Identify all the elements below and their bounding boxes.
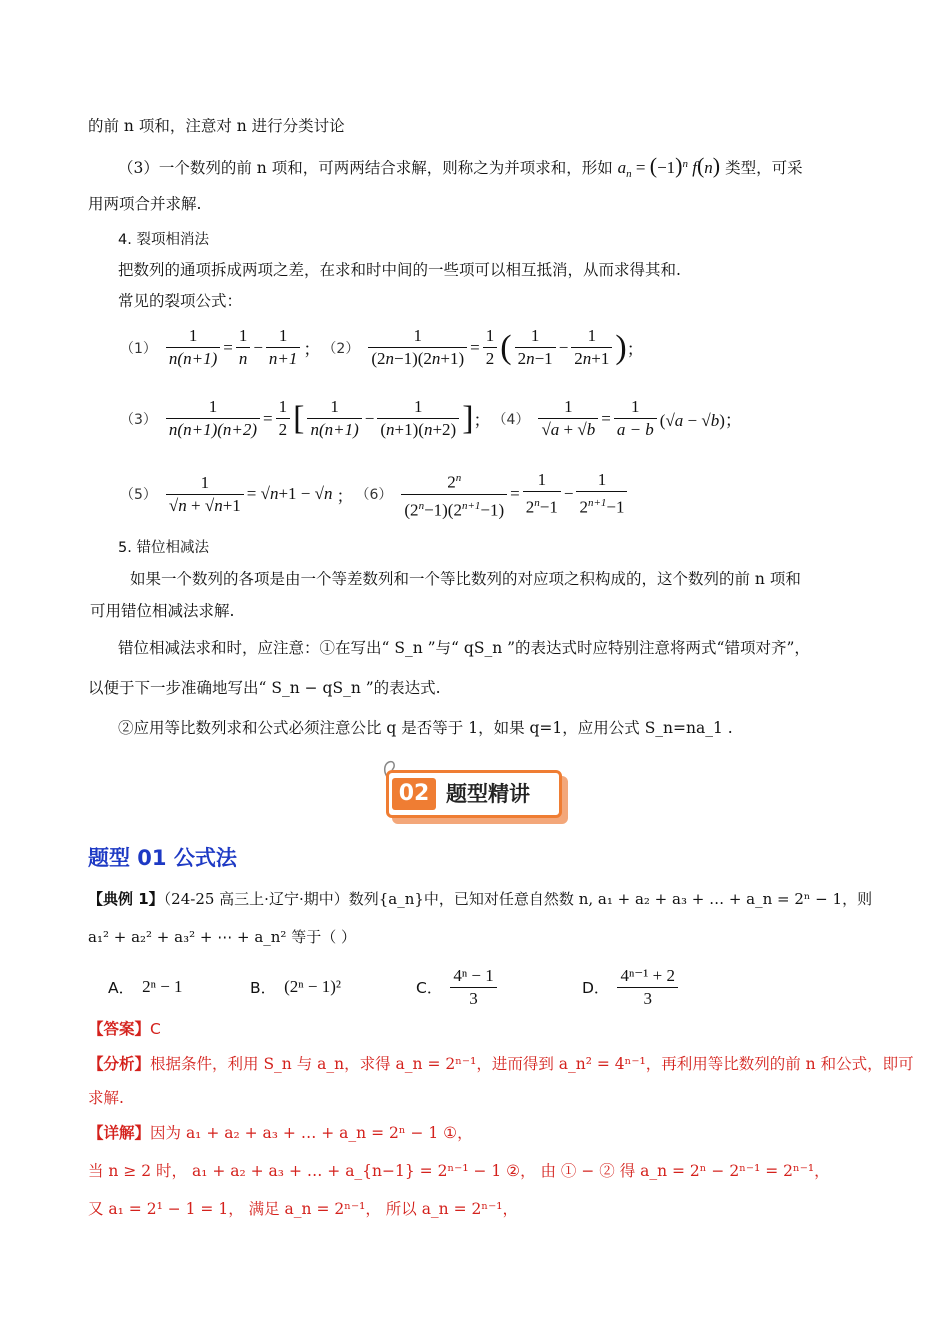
frac-1c: $\frac{1}{n+1}$ <box>266 325 300 370</box>
formula-row-2: （3） $\frac{1}{n(n+1)(n+2)}$ = $\frac{1}{2}$ [ $\frac{1}{n(n+1)}$ − $\frac{1}{(n+1)(n+2)}$ ] ； （4） $\frac{1}{√a + √b}$ = $\frac{1}{a - b}$ (√a − √b)； <box>120 397 742 439</box>
badge-title: 题型精讲 <box>446 782 530 806</box>
frac-3b: $\frac{1}{2}$ <box>276 396 291 441</box>
sec4-common: 常见的裂项公式： <box>118 292 243 310</box>
answer-value: C <box>150 1020 161 1038</box>
frac-6a: $\frac{2^n}{(2^n-1)(2^{n+1}-1)}$ <box>401 467 507 521</box>
option-d[interactable]: D． $\frac{\text{4ⁿ⁻¹ + 2}}{3}$ <box>582 965 681 1009</box>
frac-5a: $\frac{1}{√n + √n+1}$ <box>166 472 244 517</box>
sec4-heading: 4. 裂项相消法 <box>118 232 209 248</box>
frac-2a: $\frac{1}{(2n-1)(2n+1)}$ <box>368 325 467 370</box>
sec5-p2a: 错位相减法求和时，应注意：①在写出“ S_n ”与“ qS_n ”的表达式时应特别注意将两式“错项对齐”， <box>118 639 810 657</box>
formula-label-3: （3） <box>120 411 157 428</box>
option-b[interactable]: B． (2ⁿ − 1)² <box>250 977 342 997</box>
formula-label-2: （2） <box>322 340 360 357</box>
section-badge <box>386 770 568 824</box>
example1-stem-b: a₁² + a₂² + a₃² + ⋯ + a_n² 等于（ ） <box>88 928 356 946</box>
detail-line-2: 当 n ≥ 2 时， a₁ + a₂ + a₃ + … + a_{n−1} = 2ⁿ⁻¹ − 1 ②， 由 ① − ② 得 a_n = 2ⁿ − 2ⁿ⁻¹ = 2ⁿ⁻¹， <box>88 1162 830 1180</box>
answer-line: 【答案】C <box>88 1020 161 1038</box>
intro-p3-line2 <box>88 193 870 215</box>
frac-3a: $\frac{1}{n(n+1)(n+2)}$ <box>166 396 260 441</box>
analysis-line-1: 【分析】根据条件，利用 S_n 与 a_n，求得 a_n = 2ⁿ⁻¹，进而得到 a_n² = 4ⁿ⁻¹，再利用等比数列的前 n 和公式，即可 <box>88 1055 914 1073</box>
frac-1a: $\frac{1}{n(n+1)}$ <box>166 325 220 370</box>
frac-3c: $\frac{1}{n(n+1)}$ <box>307 396 361 441</box>
intro-text: 的前 n 项和，注意对 n 进行分类讨论 <box>88 117 345 135</box>
frac-1b: $\frac{1}{n}$ <box>236 325 251 370</box>
frac-6b: $\frac{1}{2^n-1}$ <box>523 469 561 519</box>
detail-line-3: 又 a₁ = 2¹ − 1 = 1， 满足 a_n = 2ⁿ⁻¹， 所以 a_n = 2ⁿ⁻¹， <box>88 1200 518 1218</box>
badge-number: 02 <box>392 778 436 810</box>
frac-4b: $\frac{1}{a - b}$ <box>614 396 657 441</box>
formula-label-6: （6） <box>355 487 393 504</box>
example1-stem-a: 【典例 1】（24-25 高三上·辽宁·期中）数列{a_n}中，已知对任意自然数 n, a₁ + a₂ + a₃ + … + a_n = 2ⁿ − 1，则 <box>88 890 873 908</box>
options-row <box>108 965 808 1009</box>
sec4-desc: 把数列的通项拆成两项之差，在求和时中间的一些项可以相互抵消，从而求得其和. <box>118 261 681 279</box>
sec5-p1: 如果一个数列的各项是由一个等差数列和一个等比数列的对应项之积构成的，这个数列的前 n 项和 <box>130 570 801 588</box>
frac-2b: $\frac{1}{2}$ <box>483 325 498 370</box>
type01-heading: 题型 01 公式法 <box>88 846 237 870</box>
frac-4a: $\frac{1}{√a + √b}$ <box>538 396 598 441</box>
formula-label-4: （4） <box>492 411 530 428</box>
sec5-p1b: 可用错位相减法求解. <box>90 602 235 620</box>
formula-row-3: （5） $\frac{1}{√n + √n+1}$ = √n+1 − √n ； （6） $\frac{2^n}{(2^n-1)(2^{n+1}-1)}$ = $\frac{1}{2^n-1}$ − $\frac{1}{2^{n+1}-1}$ <box>120 467 630 521</box>
intro-p3 <box>118 153 890 185</box>
p3-formula: $a_n = (-1)^n$ f(n) <box>617 153 721 181</box>
frac-2d: $\frac{1}{2n+1}$ <box>571 325 612 370</box>
p3-prefix: （3）一个数列的前 n 项和，可两两结合求解，则称之为并项求和，形如 <box>118 159 613 178</box>
formula-label-5: （5） <box>120 487 157 504</box>
intro-line-1 <box>88 115 870 137</box>
formula-row-1: （1） $\frac{1}{n(n+1)}$ = $\frac{1}{n}$ − $\frac{1}{n+1}$ ； （2） $\frac{1}{(2n-1)(2n+1)}$ = $\frac{1}{2}$ ( $\frac{1}{2n-1}$ − $\frac{1}{2n+1}$ ) ； <box>120 326 644 368</box>
sec5-heading: 5. 错位相减法 <box>118 540 209 556</box>
p3-line2-text: 用两项合并求解. <box>88 195 202 213</box>
frac-2c: $\frac{1}{2n-1}$ <box>515 325 556 370</box>
p3-suffix: 类型，可采 <box>725 159 803 178</box>
sec5-p3: ②应用等比数列求和公式必须注意公比 q 是否等于 1，如果 q=1，应用公式 S_n=na_1 . <box>118 719 733 737</box>
frac-6c: $\frac{1}{2^{n+1}-1}$ <box>576 469 627 519</box>
option-c[interactable]: C． $\frac{\text{4ⁿ − 1}}{3}$ <box>416 965 500 1009</box>
option-a[interactable]: A． 2ⁿ − 1 <box>108 977 183 997</box>
detail-line-1: 【详解】因为 a₁ + a₂ + a₃ + … + a_n = 2ⁿ − 1 ①， <box>88 1124 473 1142</box>
analysis-line-2: 求解. <box>88 1089 124 1107</box>
sec5-p2b: 以便于下一步准确地写出“ S_n − qS_n ”的表达式. <box>88 679 441 697</box>
frac-3d: $\frac{1}{(n+1)(n+2)}$ <box>377 396 459 441</box>
formula-label-1: （1） <box>120 340 157 357</box>
